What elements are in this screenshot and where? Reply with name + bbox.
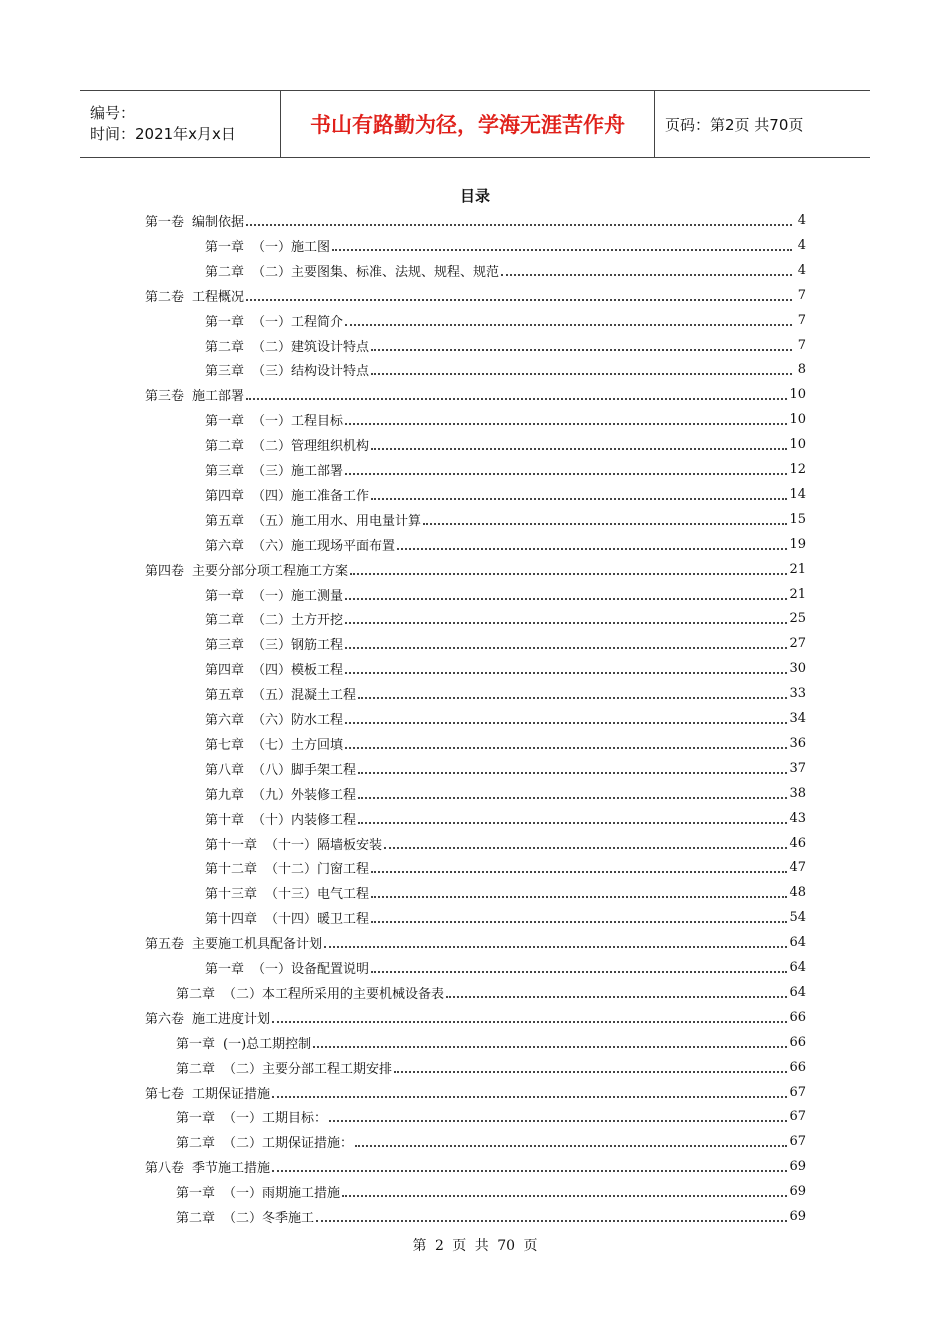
toc-entry-label [145,1008,270,1027]
toc-entry-number: 第三章 [205,364,245,380]
toc-entry[interactable] [205,258,806,283]
toc-entry[interactable] [205,706,806,731]
toc-entry[interactable] [176,1030,806,1055]
toc-entry-page: 36 [789,735,806,751]
toc-entry-page: 38 [789,785,806,801]
toc-entry-label [205,734,343,753]
toc-entry-label [205,336,369,355]
toc-entry[interactable] [205,582,806,607]
toc-entry-label [176,1107,327,1126]
toc-entry-page: 69 [789,1184,806,1200]
toc-entry-label [205,261,499,280]
toc-entry-label [205,634,343,653]
toc-leader-dots [371,498,787,500]
toc-entry-label [176,1207,314,1226]
toc-leader-dots [423,523,787,525]
toc-entry-title: （十一）隔墙板安装 [265,837,383,853]
toc-entry-title: 工程概况 [192,289,245,305]
toc-entry-number: 第一章 [176,1111,216,1127]
toc-entry-page: 19 [789,536,806,552]
toc-entry[interactable] [145,557,806,582]
toc-entry-label [205,809,356,828]
toc-leader-dots [358,822,787,824]
toc-leader-dots [371,971,787,973]
toc-entry[interactable] [205,606,806,631]
toc-entry-number: 第六章 [205,713,245,728]
toc-entry-label [145,933,322,952]
toc-entry-page: 54 [789,910,806,926]
toc-entry-title: （一）工程目标 [252,414,344,430]
toc-entry-label [145,211,244,230]
toc-entry[interactable] [205,357,806,382]
toc-entry[interactable] [205,955,806,980]
toc-leader-dots [345,598,787,600]
toc-entry-number: 第十三章 [205,887,258,903]
toc-entry-title: 编制依据 [192,215,245,230]
toc-entry-number: 第二章 [176,986,216,1002]
toc-entry[interactable] [205,731,806,756]
toc-entry-page: 64 [789,935,806,951]
toc-entry-number: 第十章 [205,812,245,828]
toc-entry-title: 主要分部分项工程施工方案 [192,563,349,579]
toc-entry-page: 64 [789,960,806,975]
toc-entry-page: 34 [789,711,806,726]
toc-leader-dots [332,249,792,251]
toc-entry[interactable] [205,407,806,432]
toc-leader-dots [358,697,787,699]
toc-leader-dots [316,1220,787,1222]
toc-entry[interactable] [176,1179,806,1204]
toc-entry-page: 66 [789,1034,806,1050]
toc-leader-dots [342,1195,787,1197]
toc-entry-label [205,659,343,678]
toc-entry-number: 第一卷 [145,215,185,230]
toc-entry-label [205,609,343,628]
toc-entry-page: 10 [789,437,806,453]
toc-entry[interactable] [176,1204,806,1229]
toc-entry-number: 第二章 [176,1211,216,1226]
toc-entry-page: 67 [789,1134,806,1150]
toc-entry-number: 第四章 [205,488,245,504]
toc-entry-label [176,1132,353,1151]
toc-leader-dots [371,871,787,873]
toc-entry-title: （四）施工准备工作 [252,488,370,504]
toc-entry-number: 第六卷 [145,1011,185,1027]
toc-entry-label [176,1033,311,1052]
toc-entry-number: 第一章 [205,239,245,255]
toc-entry-page: 4 [797,262,806,278]
toc-entry-label [205,410,343,429]
page-footer: 第 2 页 共 70 页 [412,1238,538,1254]
toc-entry[interactable] [145,208,806,233]
toc-entry-title: （一）工程简介 [252,314,344,330]
toc-entry[interactable] [176,1129,806,1154]
toc-entry[interactable] [205,806,806,831]
toc-entry-page: 10 [789,387,806,403]
toc-entry-title: （九）外装修工程 [252,787,357,803]
toc-entry-title: （三）施工部署 [252,464,344,479]
toc-entry-label [205,485,369,504]
toc-leader-dots [246,398,787,400]
toc-entry-label [205,709,343,728]
toc-entry[interactable] [176,1055,806,1080]
toc-entry-label [205,585,343,604]
toc-entry-number: 第十四章 [205,912,258,928]
toc-entry-number: 第五章 [205,688,245,704]
toc-entry-page: 47 [789,860,806,876]
toc-entry-page: 66 [789,1009,806,1025]
toc-entry-label [205,460,343,479]
toc-entry-number: 第八章 [205,762,245,778]
toc-entry-page: 7 [797,312,806,328]
toc-entry[interactable] [205,681,806,706]
toc-entry-label [145,385,244,404]
toc-entry[interactable] [205,831,806,856]
toc-entry-title: （三）钢筋工程 [252,638,344,654]
toc-entry[interactable] [145,1154,806,1179]
toc-leader-dots [397,548,787,550]
toc-entry-label [176,1182,340,1201]
toc-entry-title: （二）建筑设计特点 [252,339,370,355]
toc-leader-dots [394,1071,787,1073]
toc-entry-title: （六）施工现场平面布置 [252,538,396,554]
toc-entry[interactable] [205,781,806,806]
toc-entry[interactable] [205,880,806,905]
toc-entry-number: 第五卷 [145,937,185,953]
toc-entry[interactable] [205,532,806,557]
toc-entry-title: （一）施工图 [252,239,331,255]
toc-entry-title: 主要施工机具配备计划 [192,937,323,953]
toc-entry[interactable] [205,482,806,507]
toc-entry-number: 第十一章 [205,837,258,853]
toc-entry-page: 69 [789,1209,806,1224]
toc-entry-number: 第三卷 [145,389,185,405]
toc-entry-page: 30 [789,661,806,677]
toc-entry-label [145,560,348,579]
toc-title: 目录 [459,187,490,205]
toc-entry-page: 4 [797,213,806,228]
toc-entry-title: （二）主要图集、标准、法规、规程、规范 [252,264,500,280]
toc-leader-dots [272,1096,787,1098]
toc-leader-dots [371,373,792,375]
toc-entry-label [145,286,244,305]
toc-entry-page: 27 [789,636,806,652]
toc-entry-number: 第一章 [205,962,245,977]
toc-entry[interactable] [205,233,806,258]
toc-entry-label [205,684,356,703]
toc-entry-title: （五）混凝土工程 [252,688,357,704]
toc-entry-label [145,1157,270,1176]
toc-entry-page: 33 [789,686,806,702]
toc-entry-title: (一)总工期控制 [223,1036,312,1052]
toc-leader-dots [246,299,792,301]
toc-entry-page: 67 [789,1109,806,1125]
toc-entry-number: 第三章 [205,464,245,479]
toc-entry-label [205,510,421,529]
toc-entry-label [205,759,356,778]
toc-entry-number: 第二章 [205,613,245,629]
toc-leader-dots [371,448,787,450]
toc-entry-page: 15 [789,511,806,527]
toc-entry-number: 第八卷 [145,1161,185,1177]
toc-entry-page: 8 [797,362,806,378]
toc-entry-page: 48 [789,885,806,901]
toc-entry-page: 46 [789,835,806,851]
toc-leader-dots [345,622,787,624]
toc-entry[interactable] [145,283,806,308]
toc-entry-number: 第九章 [205,787,245,803]
toc-entry-page: 69 [789,1159,806,1175]
toc-entry-label [205,883,369,902]
toc-entry-label [205,834,382,853]
toc-entry-title: （二）土方开挖 [252,613,344,629]
toc-entry[interactable] [205,905,806,930]
header-motto: 书山有路勤为径，学海无涯苦作舟 [281,91,655,157]
toc-entry-title: （二）管理组织机构 [252,439,370,455]
toc-entry-number: 第五章 [205,513,245,529]
toc-entry-label [205,435,369,454]
toc-entry-number: 第二章 [205,264,245,280]
toc-entry[interactable] [205,855,806,880]
toc-leader-dots [355,1145,787,1147]
toc-leader-dots [384,847,787,849]
toc-entry[interactable] [176,1104,806,1129]
toc-entry-page: 10 [789,412,806,428]
toc-entry-title: （十三）电气工程 [265,887,370,903]
toc-leader-dots [350,573,787,575]
toc-entry-label [176,983,444,1002]
toc-leader-dots [345,747,787,749]
toc-entry-title: （十四）暖卫工程 [265,912,370,928]
toc-entry-number: 第二章 [205,339,245,355]
toc-leader-dots [345,324,792,326]
time-label: 时间：2021年x月x日 [90,125,236,143]
toc-entry-title: （二）主要分部工程工期安排 [223,1061,393,1077]
toc-leader-dots [246,224,792,226]
toc-entry-label [205,908,369,927]
toc-leader-dots [272,1021,787,1023]
toc-entry-page: 14 [789,486,806,502]
toc-entry-page: 64 [789,984,806,1000]
toc-entry-title: （八）脚手架工程 [252,762,357,778]
toc-entry-page: 67 [789,1084,806,1100]
toc-entry-number: 第十二章 [205,862,258,878]
toc-entry-page: 7 [797,337,806,353]
toc-entry[interactable] [205,432,806,457]
toc-entry-number: 第一章 [205,314,245,330]
toc-leader-dots [345,423,787,425]
toc-entry[interactable] [205,656,806,681]
toc-entry-page: 25 [789,611,806,627]
toc-entry-title: （十）内装修工程 [252,812,357,828]
toc-entry-label [205,360,369,379]
toc-entry[interactable] [205,507,806,532]
toc-leader-dots [345,473,787,475]
toc-leader-dots [345,672,787,674]
toc-entry[interactable] [145,1080,806,1105]
toc-entry-label [176,1058,392,1077]
toc-leader-dots [324,946,787,948]
toc-entry-title: （一）工期目标： [223,1111,328,1127]
toc-entry-number: 第二卷 [145,289,185,305]
toc-entry-title: 季节施工措施 [192,1161,271,1177]
toc-entry[interactable] [176,980,806,1005]
toc-entry-page: 43 [789,810,806,826]
toc-entry-number: 第一章 [176,1036,216,1052]
toc-entry[interactable] [205,308,806,333]
toc-leader-dots [371,896,787,898]
toc-entry-number: 第一章 [205,414,245,430]
toc-entry[interactable] [145,1005,806,1030]
toc-entry[interactable] [205,333,806,358]
toc-entry[interactable] [205,457,806,482]
toc-entry-number: 第一章 [205,588,245,604]
toc-entry-number: 第四章 [205,663,245,679]
toc-entry-number: 第二章 [176,1136,216,1152]
toc-leader-dots [272,1170,787,1172]
toc-entry-title: （一）施工测量 [252,588,344,604]
toc-entry-label [205,858,369,877]
toc-entry[interactable] [205,631,806,656]
toc-entry-title: （十二）门窗工程 [265,862,370,878]
toc-leader-dots [358,772,787,774]
toc-entry-number: 第二章 [176,1061,216,1077]
toc-entry-number: 第四卷 [145,563,185,579]
toc-entry-title: （二）工期保证措施： [223,1136,354,1152]
toc-entry[interactable] [205,756,806,781]
toc-entry-label [205,958,369,977]
toc-entry-number: 第六章 [205,538,245,554]
toc-entry-page: 37 [789,760,806,776]
toc-entry-label [145,1083,270,1102]
toc-entry-title: 施工部署 [192,389,245,405]
toc-entry-label [205,535,395,554]
toc-entry-title: （二）冬季施工 [223,1211,315,1226]
toc-entry-number: 第七卷 [145,1086,185,1102]
toc-leader-dots [313,1046,787,1048]
toc-leader-dots [501,274,792,276]
toc-entry-page: 66 [789,1059,806,1075]
toc-entry-number: 第二章 [205,439,245,455]
toc-entry-number: 第一章 [176,1186,216,1202]
toc-entry-page: 4 [797,237,806,253]
toc-entry-label [205,784,356,803]
header-meta [80,91,281,157]
toc-entry-title: （二）本工程所采用的主要机械设备表 [223,986,445,1002]
toc-leader-dots [371,921,787,923]
serial-label: 编号： [90,104,136,122]
toc-entry-title: （一）设备配置说明 [252,962,370,977]
toc-entry[interactable] [145,382,806,407]
toc-entry-title: （一）雨期施工措施 [223,1186,341,1202]
toc-leader-dots [371,349,792,351]
toc-entry-title: （五）施工用水、用电量计算 [252,513,422,529]
toc-leader-dots [345,647,787,649]
toc-entry-number: 第三章 [205,638,245,654]
toc-entry-title: （六）防水工程 [252,713,344,728]
toc-entry-title: （四）模板工程 [252,663,344,679]
toc-leader-dots [358,797,787,799]
toc-entry-title: （七）土方回填 [252,737,344,753]
toc-entry-page: 21 [789,561,806,577]
page-header [80,90,870,158]
toc-entry-title: （三）结构设计特点 [252,364,370,380]
toc-entry-number: 第七章 [205,737,245,753]
toc-entry-page: 12 [789,462,806,477]
toc-entry-page: 7 [797,287,806,303]
header-page-info: 页码：第2页 共70页 [665,115,804,134]
toc-entry-title: 施工进度计划 [192,1011,271,1027]
toc-entry-label [205,236,330,255]
toc-leader-dots [345,722,787,724]
toc-leader-dots [446,996,787,998]
toc-leader-dots [329,1120,787,1122]
toc-entry-label [205,311,343,330]
toc-entry-title: 工期保证措施 [192,1086,271,1102]
toc-entry[interactable] [145,930,806,955]
toc-entry-page: 21 [789,586,806,602]
